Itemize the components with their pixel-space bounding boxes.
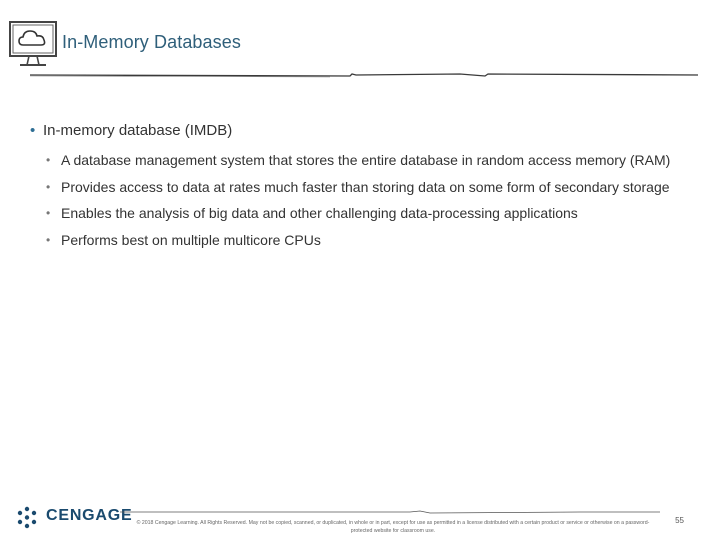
brand-name: CENGAGE <box>46 507 133 524</box>
list-item <box>30 203 680 224</box>
list-item-text: Enables the analysis of big data and other challenging data-processing applications <box>61 205 578 221</box>
cengage-logo-icon <box>14 505 40 531</box>
sub-bullet-list <box>30 150 680 250</box>
main-bullet-text: In-memory database (IMDB) <box>43 122 233 139</box>
title-divider <box>30 70 698 82</box>
bullet-icon: • <box>30 122 36 139</box>
bullet-icon: • <box>46 232 51 247</box>
bullet-icon: • <box>46 179 51 194</box>
cloud-monitor-icon <box>8 20 58 70</box>
list-item <box>30 230 680 251</box>
main-bullet <box>30 122 680 139</box>
bullet-icon: • <box>46 153 51 167</box>
page-title: In-Memory Databases <box>62 32 241 52</box>
page-number: 55 <box>675 516 684 525</box>
list-item-text: Provides access to data at rates much faster than storing data on some form of secondary storage <box>61 178 670 195</box>
list-item <box>30 177 680 198</box>
list-item-text: Performs best on multiple multicore CPUs <box>61 231 321 248</box>
list-item <box>30 150 680 171</box>
copyright-notice: © 2018 Cengage Learning. All Rights Reserved. May not be copied, scanned, or duplicated, in whole or in part, except for use as permitted in a license distributed with a certain product or service or otherwise on a password-protected website for classroom use. <box>136 520 650 534</box>
footer-divider <box>120 508 660 516</box>
slide-content <box>30 122 680 256</box>
bullet-icon: • <box>46 206 51 220</box>
list-item-text: A database management system that stores the entire database in random access memory (RAM) <box>61 152 671 168</box>
